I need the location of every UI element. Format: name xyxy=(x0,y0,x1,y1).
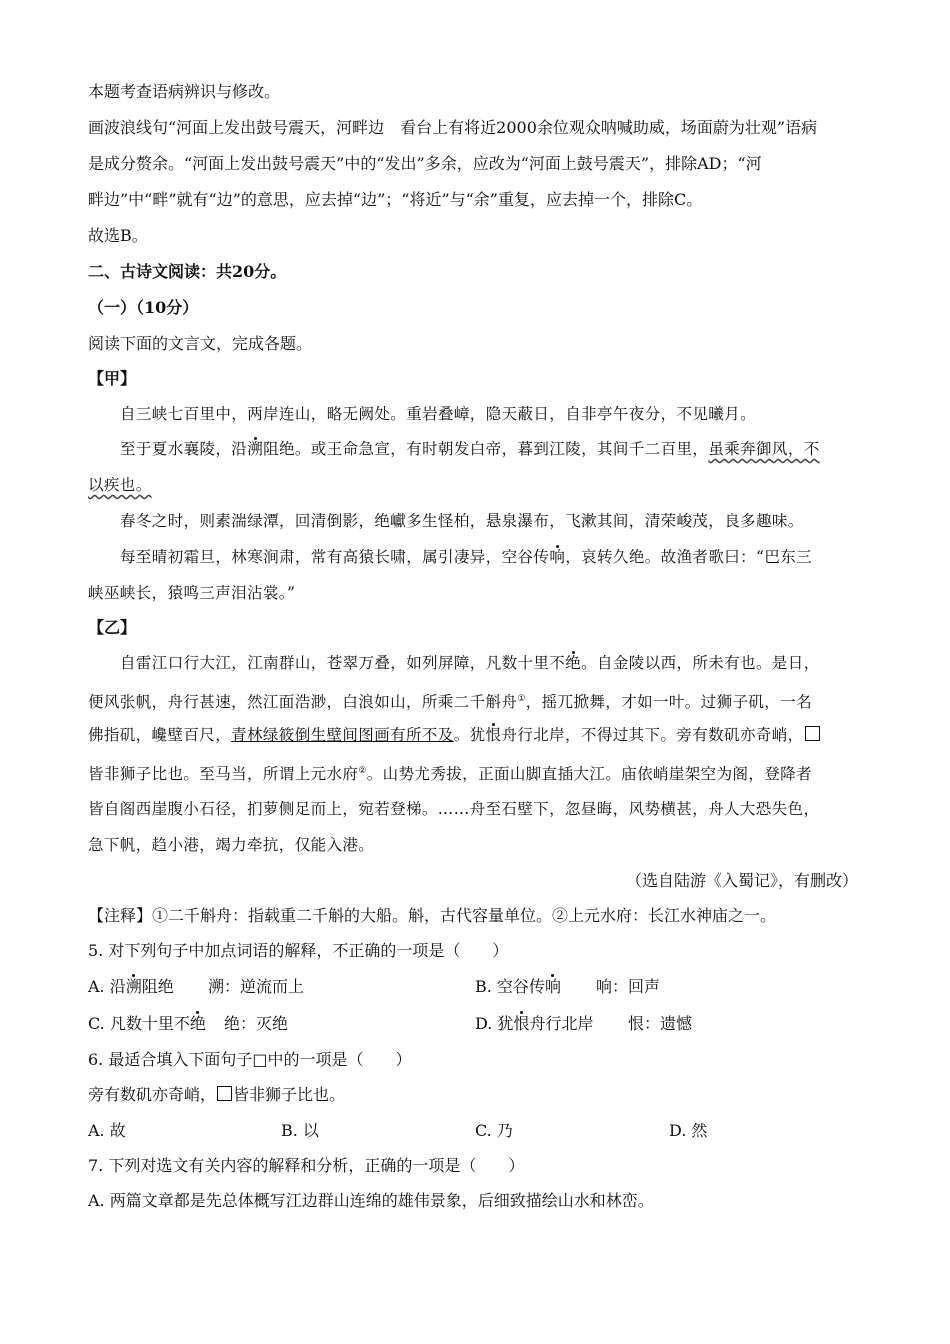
analysis-line-1: 本题考查语病辨识与修改。 xyxy=(88,82,281,101)
yi-line-5: 皆自阁西崖腹小石径，扪萝侧足而上，宛若登梯。……舟至石壁下，忽昼晦，风势横甚，舟人大恐失色， xyxy=(88,800,820,818)
source: （选自陆游《入蜀记》，有删改） xyxy=(625,871,858,890)
q6-option-a: A. 故 xyxy=(88,1121,126,1140)
q5-option-d-explain: 恨：遗憾 xyxy=(628,1014,693,1033)
jia-para-4-cont: 峡巫峡长，猿鸣三声泪沾裳。” xyxy=(88,584,296,602)
question-6-stem: 6. 最适合填入下面句子□中的一项是（ ） xyxy=(88,1050,412,1069)
yi-line-6: 急下帆，趋小港，竭力牵抗，仅能入港。 xyxy=(88,836,375,854)
q6-option-b: B. 以 xyxy=(281,1121,319,1140)
jia-para-2: 至于夏水襄陵，沿溯阻绝。或王命急宣，有时朝发白帝，暮到江陵，其间千二百里，虽乘奔御风，不 xyxy=(120,440,820,458)
q5-option-c-explain: 绝：灭绝 xyxy=(224,1014,289,1033)
question-6-sentence: 旁有数矶亦奇峭， 皆非狮子比也。 xyxy=(88,1085,346,1104)
question-5-stem: 5. 对下列句子中加点词语的解释，不正确的一项是（ ） xyxy=(88,941,509,960)
yi-line-4: 皆非狮子比也。至马当，所谓上元水府②。山势尤秀拔，正面山脚直插大江。庙依峭崖架空为阁，登降者 xyxy=(88,765,812,784)
blank-box xyxy=(217,1086,232,1101)
annotation-note: 【注释】①二千斛舟：指载重二千斛的大船。斛，古代容量单位。②上元水府：长江水神庙之一。 xyxy=(88,906,777,925)
q5-option-d: D. 犹恨舟行北岸 xyxy=(475,1014,594,1033)
yi-label: 【乙】 xyxy=(88,618,137,637)
jia-para-2-cont: 以疾也。 xyxy=(88,476,152,494)
yi-line-2: 便风张帆，舟行甚速，然江面浩渺，白浪如山，所乘二千斛舟①，摇兀掀舞，才如一叶。过狮子矶，一名 xyxy=(88,693,812,712)
section-title: 二、古诗文阅读：共20分。 xyxy=(88,262,287,281)
analysis-line-2: 画波浪线句“河面上发出鼓号震天，河畔边 看台上有将近2000余位观众呐喊助威，场面蔚为壮观”语病 xyxy=(88,118,818,137)
q6-option-c: C. 乃 xyxy=(475,1121,513,1140)
instruction: 阅读下面的文言文，完成各题。 xyxy=(88,334,313,353)
jia-para-4: 每至晴初霜旦，林寒涧肃，常有高猿长啸，属引凄异，空谷传响，哀转久绝。故渔者歌曰：“巴东三 xyxy=(120,548,813,566)
analysis-line-3: 是成分赘余。“河面上发出鼓号震天”中的“发出”多余，应改为“河面上鼓号震天”，排除AD；“河 xyxy=(88,154,762,173)
q7-option-a: A. 两篇文章都是先总体概写江边群山连绵的雄伟景象，后细致描绘山水和林峦。 xyxy=(88,1191,654,1210)
blank-box xyxy=(805,726,820,741)
q5-option-b-explain: 响：回声 xyxy=(596,977,661,996)
yi-line-3: 佛指矶，巉壁百尺，青林绿筱倒生壁间图画有所不及。犹恨舟行北岸，不得过其下。旁有数矶亦奇峭， xyxy=(88,724,821,746)
q5-option-a: A. 沿溯阻绝 xyxy=(88,977,174,996)
jia-para-3: 春冬之时，则素湍绿潭，回清倒影，绝巘多生怪柏，悬泉瀑布，飞漱其间，清荣峻茂，良多趣味。 xyxy=(120,512,804,530)
analysis-line-5: 故选B。 xyxy=(88,226,148,245)
jia-label: 【甲】 xyxy=(88,369,137,388)
q5-option-b: B. 空谷传响 xyxy=(475,977,561,996)
q5-option-a-explain: 溯：逆流而上 xyxy=(208,977,305,996)
q5-option-c: C. 凡数十里不绝 xyxy=(88,1014,206,1033)
yi-line-1: 自雷江口行大江，江南群山，苍翠万叠，如列屏障，凡数十里不绝。自金陵以西，所未有也。是日， xyxy=(120,654,820,672)
subsection-title: （一）（10分） xyxy=(88,298,199,317)
q6-option-d: D. 然 xyxy=(669,1121,708,1140)
analysis-line-4: 畔边”中“畔”就有“边”的意思，应去掉“边”；“将近”与“余”重复，应去掉一个，排除C。 xyxy=(88,190,703,209)
jia-para-1: 自三峡七百里中，两岸连山，略无阙处。重岩叠嶂，隐天蔽日，自非亭午夜分，不见曦月。 xyxy=(120,405,757,423)
question-7-stem: 7. 下列对选文有关内容的解释和分析，正确的一项是（ ） xyxy=(88,1156,525,1175)
